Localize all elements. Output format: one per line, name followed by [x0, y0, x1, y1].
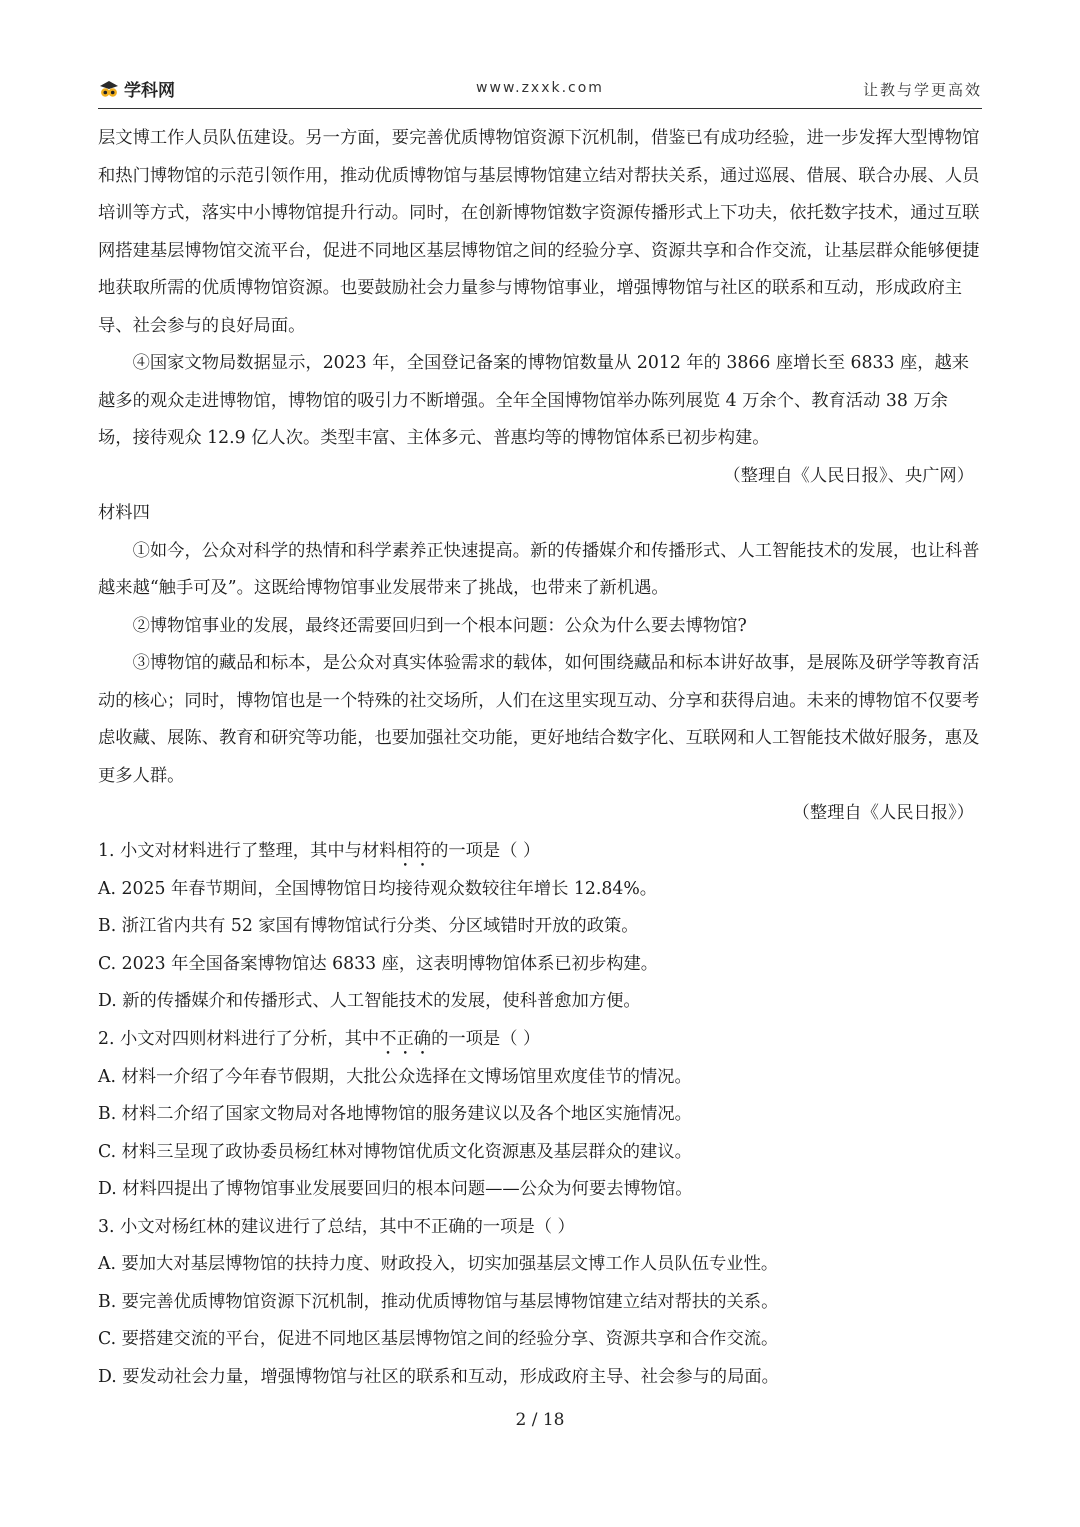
question-1-option-d: D. 新的传播媒介和传播形式、人工智能技术的发展，使科普愈加方便。	[98, 991, 641, 1011]
site-url: www.zxxk.com	[476, 80, 604, 96]
question-1-keyword: 相符	[396, 840, 432, 861]
question-2-option-b: B. 材料二介绍了国家文物局对各地博物馆的服务建议以及各个地区实施情况。	[98, 1104, 692, 1124]
question-2-option-a: A. 材料一介绍了今年春节假期，大批公众选择在文博场馆里欢度佳节的情况。	[98, 1066, 692, 1087]
material3-paragraph-continued: 层文博工作人员队伍建设。另一方面，要完善优质博物馆资源下沉机制，借鉴已有成功经验，进一步发挥大型博物馆和热门博物馆的示范引领作用，推动优质博物馆与基层博物馆建立结对帮扶关系，通过巡展、借展、联合办展、人员培训等方式，落实中小博物馆提升行动。同时，在创新博物馆数字资源传播形式上下功夫，依托数字技术，通过互联网搭建基层博物馆交流平台，促进不同地区基层博物馆之间的经验分享、资源共享和合作交流，让基层群众能够便捷地获取所需的优质博物馆资源。也要鼓励社会力量参与博物馆事业，增强博物馆与社区的联系和互动，形成政府主导、社会参与的良好局面。	[98, 128, 980, 336]
question-1-option-a: A. 2025 年春节期间，全国博物馆日均接待观众数较往年增长 12.84%。	[98, 878, 658, 899]
material4-source: （整理自《人民日报》）	[792, 803, 974, 823]
question-2-option-c: C. 材料三呈现了政协委员杨红林对博物馆优质文化资源惠及基层群众的建议。	[98, 1141, 692, 1162]
question-2-stem-text: 2. 小文对四则材料进行了分析，其中	[98, 1028, 380, 1049]
question-2-stem-end: 的一项是（ ）	[431, 1028, 541, 1049]
question-1-stem-text: 1. 小文对材料进行了整理，其中与材料	[98, 840, 397, 861]
material3-source: （整理自《人民日报》、央广网）	[723, 465, 974, 486]
header-divider	[98, 108, 982, 109]
question-3-option-a: A. 要加大对基层博物馆的扶持力度、财政投入，切实加强基层文博工作人员队伍专业性。	[98, 1254, 779, 1274]
question-2-option-d: D. 材料四提出了博物馆事业发展要回归的根本问题——公众为何要去博物馆。	[98, 1179, 693, 1199]
question-1-option-b: B. 浙江省内共有 52 家国有博物馆试行分类、分区域错时开放的政策。	[98, 916, 639, 936]
material4-title: 材料四	[98, 503, 150, 523]
question-1-stem	[98, 833, 982, 871]
question-3-stem-text: 3. 小文对杨红林的建议进行了总结，其中不正确的一项是（ ）	[98, 1216, 575, 1237]
material3-paragraph-4: ④国家文物局数据显示，2023 年，全国登记备案的博物馆数量从 2012 年的 3866 座增长至 6833 座，越来越多的观众走进博物馆，博物馆的吸引力不断增强。全年全国博物馆举办陈列展览 4 万余个、教育活动 38 万余场，接待观众 12.9 亿人次。类型丰富、主体多元、普惠均等的博物馆体系已初步构建。	[98, 353, 970, 448]
page-header	[98, 74, 982, 108]
material4-paragraph-2: ②博物馆事业的发展，最终还需要回归到一个根本问题：公众为什么要去博物馆?	[132, 615, 747, 636]
question-3-option-d: D. 要发动社会力量，增强博物馆与社区的联系和互动，形成政府主导、社会参与的局面。	[98, 1366, 779, 1387]
question-1-stem-end: 的一项是（ ）	[431, 840, 541, 861]
material4-paragraph-1: ①如今，公众对科学的热情和科学素养正快速提高。新的传播媒介和传播形式、人工智能技术的发展，也让科普越来越“触手可及”。这既给博物馆事业发展带来了挑战，也带来了新机遇。	[98, 540, 980, 598]
material4-paragraph-3: ③博物馆的藏品和标本，是公众对真实体验需求的载体，如何围绕藏品和标本讲好故事，是展陈及研学等教育活动的核心；同时，博物馆也是一个特殊的社交场所，人们在这里实现互动、分享和获得启迪。未来的博物馆不仅要考虑收藏、展陈、教育和研究等功能，也要加强社交功能，更好地结合数字化、互联网和人工智能技术做好服务，惠及更多人群。	[98, 653, 980, 786]
question-3-option-c: C. 要搭建交流的平台，促进不同地区基层博物馆之间的经验分享、资源共享和合作交流。	[98, 1329, 779, 1349]
question-1-option-c: C. 2023 年全国备案博物馆达 6833 座，这表明博物馆体系已初步构建。	[98, 953, 659, 974]
page-number: 2 / 18	[515, 1410, 565, 1430]
header-slogan: 让教与学更高效	[862, 81, 982, 99]
question-3-option-b: B. 要完善优质博物馆资源下沉机制，推动优质博物馆与基层博物馆建立结对帮扶的关系。	[98, 1291, 779, 1312]
logo-text: 学科网	[124, 81, 175, 101]
document-body	[98, 120, 982, 1396]
question-3-stem	[98, 1209, 982, 1247]
question-2-stem	[98, 1021, 982, 1059]
question-2-keyword: 不正确	[379, 1028, 432, 1049]
